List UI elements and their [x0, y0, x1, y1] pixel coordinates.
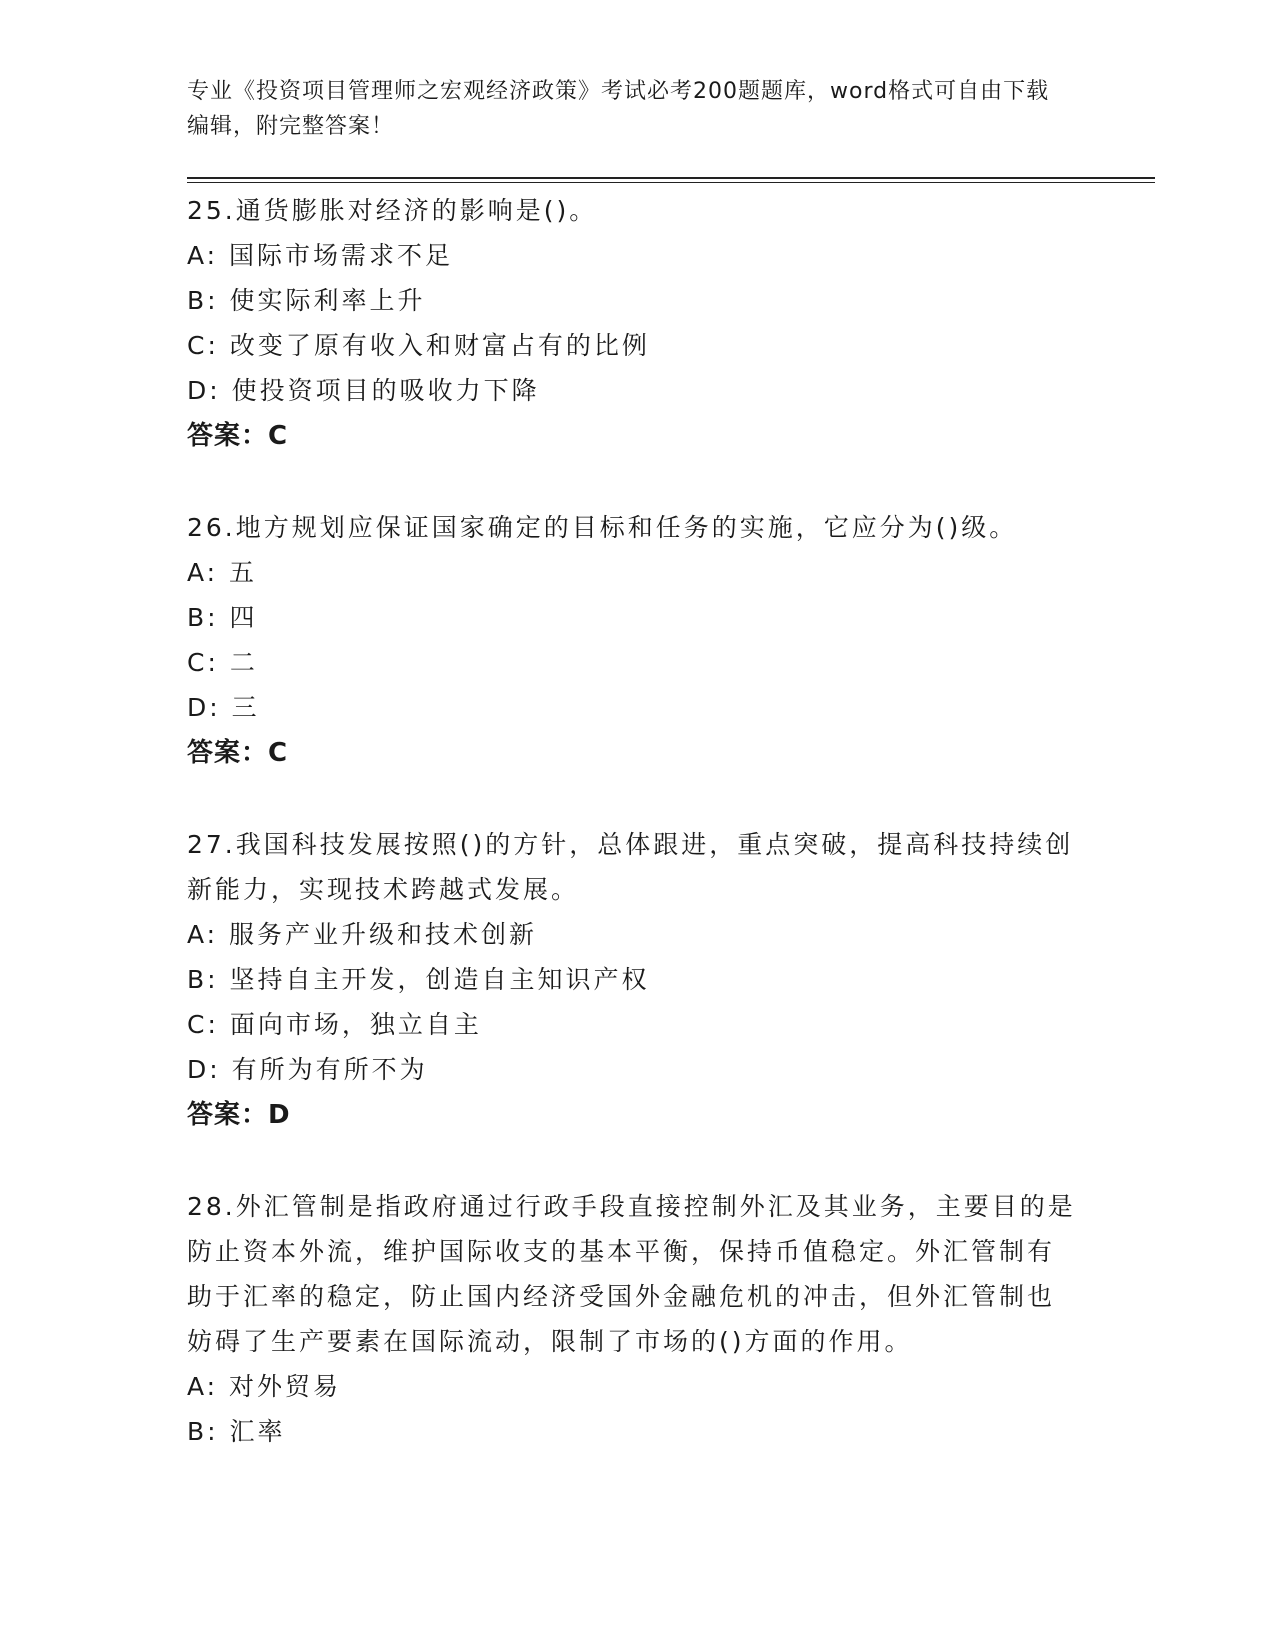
option-c: C: 面向市场，独立自主	[187, 1010, 482, 1039]
answer-line: 答案：C	[187, 421, 289, 451]
option-a: A: 对外贸易	[187, 1372, 342, 1401]
answer-line: 答案：C	[187, 738, 289, 768]
option-a: A: 五	[187, 558, 258, 587]
question-stem: 26.地方规划应保证国家确定的目标和任务的实施，它应分为()级。	[187, 513, 1018, 542]
option-b: B: 汇率	[187, 1417, 286, 1446]
question-stem: 28.外汇管制是指政府通过行政手段直接控制外汇及其业务，主要目的是防止资本外流，维护国际收支的基本平衡，保持币值稳定。外汇管制有助于汇率的稳定，防止国内经济受国外金融危机的冲击，但外汇管制也妨碍了生产要素在国际流动，限制了市场的()方面的作用。	[187, 1192, 1076, 1356]
option-d: D: 三	[187, 693, 260, 722]
question-list	[187, 188, 1077, 1500]
question-26	[187, 505, 1077, 776]
question-stem: 25.通货膨胀对经济的影响是()。	[187, 196, 598, 225]
option-d: D: 使投资项目的吸收力下降	[187, 376, 540, 405]
option-a: A: 国际市场需求不足	[187, 241, 454, 270]
header-divider-thick	[187, 177, 1155, 179]
option-b: B: 四	[187, 603, 258, 632]
option-b: B: 坚持自主开发，创造自主知识产权	[187, 965, 650, 994]
option-c: C: 改变了原有收入和财富占有的比例	[187, 331, 650, 360]
option-a: A: 服务产业升级和技术创新	[187, 920, 538, 949]
answer-line: 答案：D	[187, 1100, 291, 1130]
option-d: D: 有所为有所不为	[187, 1055, 428, 1084]
question-25	[187, 188, 1077, 459]
option-b: B: 使实际利率上升	[187, 286, 426, 315]
question-28	[187, 1184, 1077, 1454]
question-stem: 27.我国科技发展按照()的方针，总体跟进，重点突破，提高科技持续创新能力，实现技术跨越式发展。	[187, 830, 1074, 904]
option-c: C: 二	[187, 648, 258, 677]
document-intro: 专业《投资项目管理师之宏观经济政策》考试必考200题题库，word格式可自由下载编辑，附完整答案！	[187, 79, 1050, 139]
header-divider-thin	[187, 182, 1155, 183]
question-27	[187, 822, 1077, 1138]
